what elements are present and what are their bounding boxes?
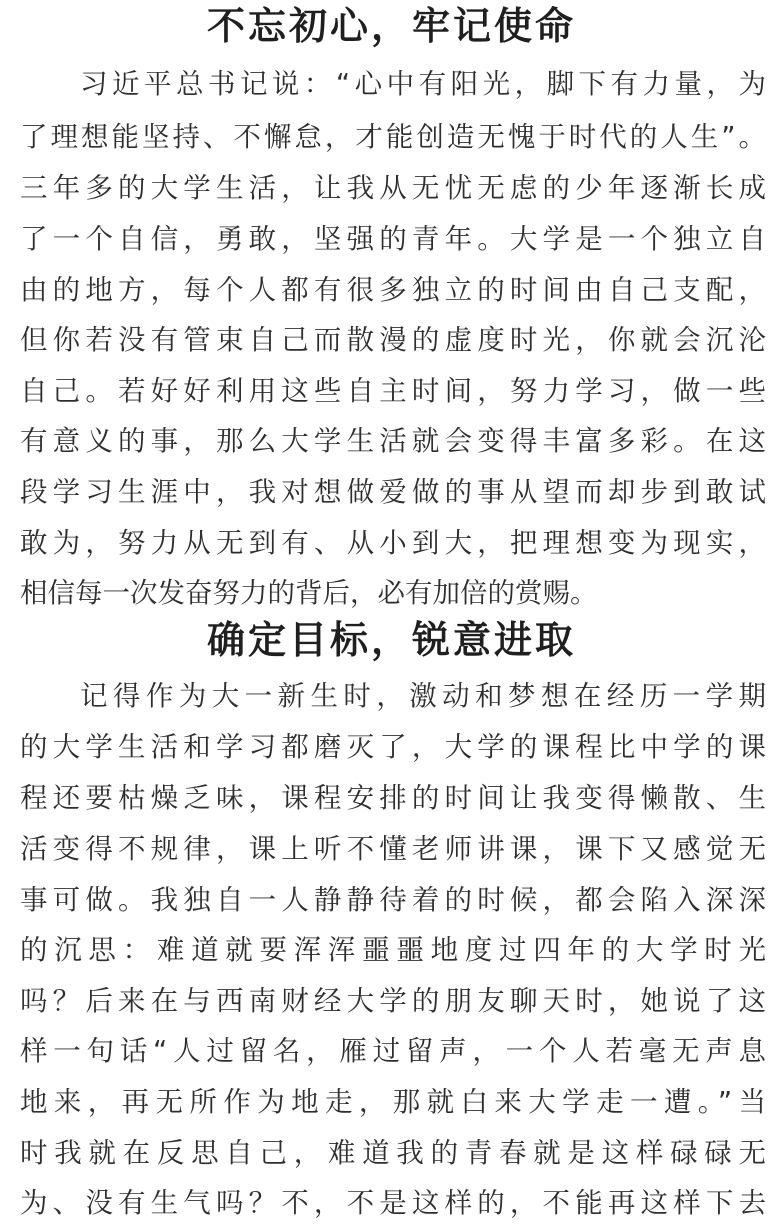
- paragraph-line: 段学习生涯中，我对想做爱做的事从望而却步到敢试: [20, 476, 766, 508]
- paragraph-line: 敢为，努力从无到有、从小到大，把理想变为现实，: [20, 527, 766, 559]
- paragraph-line: 有意义的事，那么大学生活就会变得丰富多彩。在这: [20, 425, 766, 457]
- paragraph-line: 记得作为大一新生时，激动和梦想在经历一学期: [80, 680, 766, 712]
- paragraph-line: 吗？后来在与西南财经大学的朋友聊天时，她说了这: [20, 985, 766, 1017]
- paragraph-line: 相信每一次发奋努力的背后，必有加倍的赏赐。: [20, 577, 598, 609]
- paragraph-line: 的沉思：难道就要浑浑噩噩地度过四年的大学时光: [20, 934, 766, 966]
- paragraph-line: 习近平总书记说：“心中有阳光，脚下有力量，为: [80, 68, 766, 100]
- paragraph-line: 了理想能坚持、不懈怠，才能创造无愧于时代的人生”。: [20, 121, 766, 153]
- paragraph-line: 时我就在反思自己，难道我的青春就是这样碌碌无: [20, 1137, 766, 1169]
- section-heading-1: 不忘初心，牢记使命: [206, 4, 576, 48]
- paragraph-line: 但你若没有管束自己而散漫的虚度时光，你就会沉沦: [20, 324, 766, 356]
- paragraph-line: 为、没有生气吗？不，不是这样的，不能再这样下去: [20, 1187, 766, 1219]
- paragraph-line: 了一个自信，勇敢，坚强的青年。大学是一个独立自: [20, 223, 766, 255]
- paragraph-line: 三年多的大学生活，让我从无忧无虑的少年逐渐长成: [20, 172, 766, 204]
- paragraph-line: 程还要枯燥乏味，课程安排的时间让我变得懒散、生: [20, 782, 766, 814]
- paragraph-line: 自己。若好好利用这些自主时间，努力学习，做一些: [20, 375, 766, 407]
- paragraph-line: 由的地方，每个人都有很多独立的时间由自己支配，: [20, 274, 766, 306]
- paragraph-line: 地来，再无所作为地走，那就白来大学走一遭。”当: [20, 1086, 766, 1118]
- paragraph-line: 活变得不规律，课上听不懂老师讲课，课下又感觉无: [20, 833, 766, 865]
- paragraph-line: 事可做。我独自一人静静待着的时候，都会陷入深深: [20, 884, 766, 916]
- section-heading-2: 确定目标，锐意进取: [206, 618, 576, 662]
- paragraph-line: 样一句话“人过留名，雁过留声，一个人若毫无声息: [20, 1035, 766, 1067]
- paragraph-line: 的大学生活和学习都磨灭了，大学的课程比中学的课: [20, 731, 766, 763]
